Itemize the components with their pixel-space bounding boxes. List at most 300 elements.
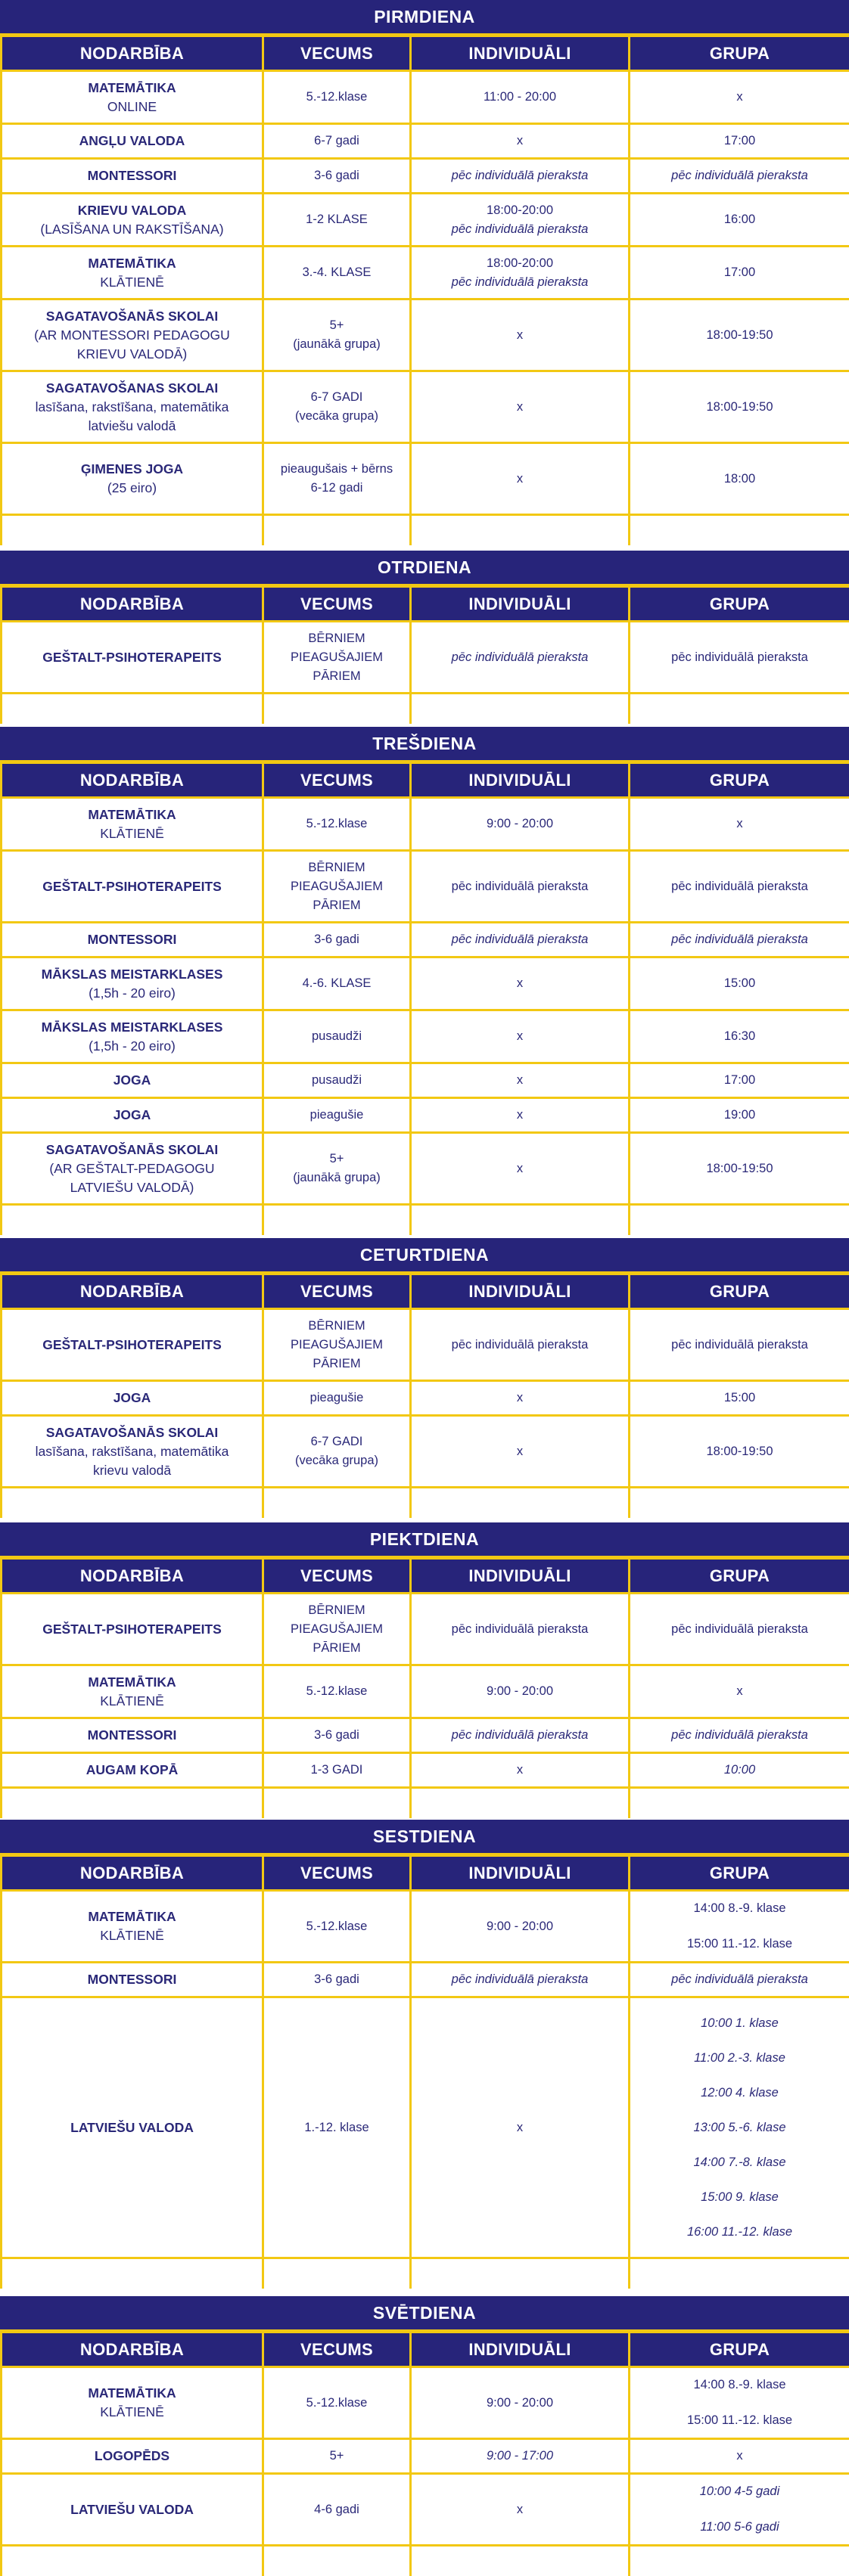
group-value: pēc individuālā pieraksta xyxy=(635,166,844,185)
age-cell xyxy=(263,247,411,299)
age-value: 1-2 KLASE xyxy=(269,210,405,229)
age-cell xyxy=(263,299,411,371)
table-row xyxy=(2,1665,849,1718)
activity-note: (LASĪŠANA UN RAKSTĪŠANA) xyxy=(7,220,257,239)
spacer-cell xyxy=(2,2258,263,2289)
col-header-individual: INDIVIDUĀLI xyxy=(411,1856,630,1891)
age-value: PĀRIEM xyxy=(269,896,405,915)
spacer-cell xyxy=(411,694,630,724)
group-cell xyxy=(630,1963,849,1997)
individual-value: x xyxy=(416,132,624,151)
individual-cell xyxy=(411,2439,630,2474)
age-cell xyxy=(263,124,411,159)
spacer-row xyxy=(2,1488,849,1518)
individual-value: pēc individuālā pieraksta xyxy=(416,648,624,667)
individual-cell xyxy=(411,2367,630,2439)
group-value: x xyxy=(635,2447,844,2466)
individual-cell xyxy=(411,1010,630,1063)
age-cell xyxy=(263,1309,411,1381)
individual-value: 11:00 - 20:00 xyxy=(416,88,624,107)
age-cell xyxy=(263,1963,411,1997)
age-value: PIEAGUŠAJIEM xyxy=(269,648,405,667)
age-cell xyxy=(263,1416,411,1488)
group-value: pēc individuālā pieraksta xyxy=(635,1336,844,1355)
individual-value: pēc individuālā pieraksta xyxy=(416,1336,624,1355)
individual-cell xyxy=(411,2474,630,2546)
group-cell xyxy=(630,1891,849,1963)
activity-cell xyxy=(2,247,263,299)
group-value: 18:00 xyxy=(635,470,844,489)
activity-name: LOGOPĒDS xyxy=(7,2447,257,2466)
col-header-group: GRUPA xyxy=(630,1559,849,1594)
group-cell xyxy=(630,1997,849,2258)
age-value: 4.-6. KLASE xyxy=(269,974,405,993)
individual-cell xyxy=(411,299,630,371)
table-row xyxy=(2,1133,849,1205)
spacer-cell xyxy=(411,1788,630,1818)
age-cell xyxy=(263,923,411,957)
activity-cell xyxy=(2,159,263,194)
age-value: BĒRNIEM xyxy=(269,1601,405,1620)
age-cell xyxy=(263,1891,411,1963)
table-row xyxy=(2,2367,849,2439)
table-row xyxy=(2,1010,849,1063)
activity-cell xyxy=(2,1997,263,2258)
col-header-group: GRUPA xyxy=(630,1274,849,1309)
age-value: 5.-12.klase xyxy=(269,88,405,107)
individual-value: pēc individuālā pieraksta xyxy=(416,166,624,185)
group-cell xyxy=(630,1010,849,1063)
table-row xyxy=(2,371,849,443)
col-header-individual: INDIVIDUĀLI xyxy=(411,763,630,798)
age-value: PĀRIEM xyxy=(269,1639,405,1658)
col-header-group: GRUPA xyxy=(630,763,849,798)
table-row xyxy=(2,124,849,159)
group-cell xyxy=(630,159,849,194)
day-title: PIRMDIENA xyxy=(0,0,849,35)
group-value: pēc individuālā pieraksta xyxy=(635,1620,844,1639)
age-cell xyxy=(263,1753,411,1788)
individual-cell xyxy=(411,1665,630,1718)
age-value: 3.-4. KLASE xyxy=(269,263,405,282)
activity-cell xyxy=(2,71,263,124)
group-value: 17:00 xyxy=(635,132,844,151)
group-value: x xyxy=(635,88,844,107)
individual-cell xyxy=(411,443,630,515)
col-header-activity: NODARBĪBA xyxy=(2,587,263,622)
table-row xyxy=(2,71,849,124)
group-value: 16:00 xyxy=(635,210,844,229)
activity-name: MONTESSORI xyxy=(7,166,257,185)
group-value: 15:00 9. klase xyxy=(635,2188,844,2207)
day-title: CETURTDIENA xyxy=(0,1238,849,1273)
schedule-table xyxy=(0,1273,849,1518)
activity-cell xyxy=(2,1098,263,1133)
individual-value: x xyxy=(416,470,624,489)
group-value: 17:00 xyxy=(635,263,844,282)
group-cell xyxy=(630,1718,849,1753)
individual-cell xyxy=(411,1381,630,1416)
age-value: PĀRIEM xyxy=(269,1355,405,1373)
age-value: 5+ xyxy=(269,1150,405,1169)
spacer-cell xyxy=(630,1205,849,1235)
activity-name: MATEMĀTIKA xyxy=(7,79,257,98)
activity-cell xyxy=(2,1063,263,1098)
table-row xyxy=(2,622,849,694)
col-header-age: VECUMS xyxy=(263,1274,411,1309)
age-value: 5+ xyxy=(269,316,405,335)
table-row xyxy=(2,159,849,194)
age-value: 5.-12.klase xyxy=(269,1682,405,1701)
day-title: TREŠDIENA xyxy=(0,727,849,762)
age-value: 5+ xyxy=(269,2447,405,2466)
age-cell xyxy=(263,2474,411,2546)
individual-cell xyxy=(411,957,630,1010)
activity-note: KLĀTIENĒ xyxy=(7,1926,257,1945)
activity-note: latviešu valodā xyxy=(7,417,257,436)
age-cell xyxy=(263,1098,411,1133)
activity-name: ĢIMENES JOGA xyxy=(7,460,257,479)
age-value: BĒRNIEM xyxy=(269,1317,405,1336)
group-value: 15:00 xyxy=(635,1389,844,1407)
schedule-table xyxy=(0,2331,849,2576)
spacer-cell xyxy=(411,2546,630,2576)
activity-name: ANGĻU VALODA xyxy=(7,132,257,151)
spacer-row xyxy=(2,515,849,545)
individual-cell xyxy=(411,124,630,159)
individual-cell xyxy=(411,923,630,957)
col-header-individual: INDIVIDUĀLI xyxy=(411,36,630,71)
table-row xyxy=(2,194,849,247)
individual-value: x xyxy=(416,1159,624,1178)
individual-value: x xyxy=(416,326,624,345)
day-title: PIEKTDIENA xyxy=(0,1522,849,1557)
activity-name: MONTESSORI xyxy=(7,1726,257,1745)
age-value: 3-6 gadi xyxy=(269,1726,405,1745)
activity-note: LATVIEŠU VALODĀ) xyxy=(7,1178,257,1197)
activity-name: JOGA xyxy=(7,1106,257,1125)
group-cell xyxy=(630,1753,849,1788)
spacer-row xyxy=(2,1205,849,1235)
activity-note: KLĀTIENĒ xyxy=(7,1692,257,1711)
activity-name: LATVIEŠU VALODA xyxy=(7,2118,257,2137)
activity-cell xyxy=(2,1381,263,1416)
col-header-individual: INDIVIDUĀLI xyxy=(411,1559,630,1594)
col-header-group: GRUPA xyxy=(630,1856,849,1891)
col-header-group: GRUPA xyxy=(630,2332,849,2367)
header-row xyxy=(2,587,849,622)
activity-cell xyxy=(2,851,263,923)
group-value: pēc individuālā pieraksta xyxy=(635,930,844,949)
spacer-cell xyxy=(263,694,411,724)
activity-cell xyxy=(2,124,263,159)
activity-note: (AR MONTESSORI PEDAGOGU xyxy=(7,326,257,345)
age-cell xyxy=(263,798,411,851)
table-row xyxy=(2,1718,849,1753)
activity-cell xyxy=(2,1718,263,1753)
group-cell xyxy=(630,1416,849,1488)
activity-name: SAGATAVOŠANĀS SKOLAI xyxy=(7,1423,257,1442)
activity-note: ONLINE xyxy=(7,98,257,116)
activity-name: MATEMĀTIKA xyxy=(7,1673,257,1692)
activity-cell xyxy=(2,2439,263,2474)
individual-cell xyxy=(411,1063,630,1098)
activity-note: (AR GEŠTALT-PEDAGOGU xyxy=(7,1159,257,1178)
individual-cell xyxy=(411,1309,630,1381)
age-value: 6-7 GADI xyxy=(269,1432,405,1451)
age-cell xyxy=(263,1381,411,1416)
individual-value: 9:00 - 20:00 xyxy=(416,1682,624,1701)
table-row xyxy=(2,798,849,851)
age-value: 6-7 gadi xyxy=(269,132,405,151)
individual-cell xyxy=(411,71,630,124)
activity-cell xyxy=(2,194,263,247)
group-value: 15:00 11.-12. klase xyxy=(635,2411,844,2430)
activity-note: krievu valodā xyxy=(7,1461,257,1480)
col-header-activity: NODARBĪBA xyxy=(2,2332,263,2367)
individual-value: pēc individuālā pieraksta xyxy=(416,1970,624,1989)
activity-name: KRIEVU VALODA xyxy=(7,201,257,220)
activity-cell xyxy=(2,923,263,957)
individual-cell xyxy=(411,1753,630,1788)
activity-note: KRIEVU VALODĀ) xyxy=(7,345,257,364)
activity-name: MATEMĀTIKA xyxy=(7,254,257,273)
activity-name: GEŠTALT-PSIHOTERAPEITS xyxy=(7,877,257,896)
activity-name: GEŠTALT-PSIHOTERAPEITS xyxy=(7,1336,257,1355)
col-header-age: VECUMS xyxy=(263,36,411,71)
table-row xyxy=(2,851,849,923)
group-value: pēc individuālā pieraksta xyxy=(635,877,844,896)
table-row xyxy=(2,1416,849,1488)
activity-cell xyxy=(2,1416,263,1488)
spacer-cell xyxy=(263,2258,411,2289)
spacer-cell xyxy=(2,2546,263,2576)
spacer-cell xyxy=(2,1205,263,1235)
individual-value: pēc individuālā pieraksta xyxy=(416,1620,624,1639)
group-value: 14:00 8.-9. klase xyxy=(635,2376,844,2394)
group-cell xyxy=(630,194,849,247)
individual-cell xyxy=(411,1416,630,1488)
individual-value: 18:00-20:00 xyxy=(416,254,624,273)
col-header-activity: NODARBĪBA xyxy=(2,36,263,71)
col-header-age: VECUMS xyxy=(263,2332,411,2367)
activity-name: GEŠTALT-PSIHOTERAPEITS xyxy=(7,1620,257,1639)
table-row xyxy=(2,1963,849,1997)
group-value: 13:00 5.-6. klase xyxy=(635,2118,844,2137)
group-value: 17:00 xyxy=(635,1071,844,1090)
age-cell xyxy=(263,1063,411,1098)
activity-name: MONTESSORI xyxy=(7,1970,257,1989)
spacer-cell xyxy=(630,2546,849,2576)
age-value: 1.-12. klase xyxy=(269,2118,405,2137)
activity-name: SAGATAVOŠANAS SKOLAI xyxy=(7,379,257,398)
activity-cell xyxy=(2,371,263,443)
col-header-age: VECUMS xyxy=(263,587,411,622)
spacer-cell xyxy=(411,515,630,545)
group-cell xyxy=(630,1133,849,1205)
individual-cell xyxy=(411,159,630,194)
group-value: 12:00 4. klase xyxy=(635,2084,844,2103)
col-header-age: VECUMS xyxy=(263,763,411,798)
header-row xyxy=(2,1274,849,1309)
individual-cell xyxy=(411,851,630,923)
activity-cell xyxy=(2,1309,263,1381)
spacer-row xyxy=(2,2546,849,2576)
activity-note: lasīšana, rakstīšana, matemātika xyxy=(7,398,257,417)
group-value: 11:00 2.-3. klase xyxy=(635,2049,844,2068)
activity-name: SAGATAVOŠANĀS SKOLAI xyxy=(7,1141,257,1159)
activity-name: LATVIEŠU VALODA xyxy=(7,2500,257,2519)
group-value: 18:00-19:50 xyxy=(635,398,844,417)
group-cell xyxy=(630,2474,849,2546)
spacer-cell xyxy=(630,515,849,545)
age-value: PĀRIEM xyxy=(269,667,405,686)
table-row xyxy=(2,957,849,1010)
table-row xyxy=(2,247,849,299)
age-value: PIEAGUŠAJIEM xyxy=(269,877,405,896)
spacer-cell xyxy=(630,1488,849,1518)
spacer-cell xyxy=(263,1488,411,1518)
activity-cell xyxy=(2,1594,263,1665)
activity-cell xyxy=(2,622,263,694)
group-value: 15:00 11.-12. klase xyxy=(635,1935,844,1954)
individual-cell xyxy=(411,798,630,851)
col-header-activity: NODARBĪBA xyxy=(2,1856,263,1891)
activity-cell xyxy=(2,443,263,515)
group-cell xyxy=(630,957,849,1010)
day-title: SESTDIENA xyxy=(0,1820,849,1854)
individual-cell xyxy=(411,1133,630,1205)
activity-cell xyxy=(2,1010,263,1063)
spacer-row xyxy=(2,694,849,724)
activity-name: MĀKSLAS MEISTARKLASES xyxy=(7,1018,257,1037)
table-row xyxy=(2,1381,849,1416)
group-value: 10:00 4-5 gadi xyxy=(635,2482,844,2501)
group-cell xyxy=(630,124,849,159)
age-value: 5.-12.klase xyxy=(269,2394,405,2413)
individual-cell xyxy=(411,194,630,247)
col-header-group: GRUPA xyxy=(630,587,849,622)
age-cell xyxy=(263,851,411,923)
individual-value: x xyxy=(416,1106,624,1125)
age-value: 6-7 GADI xyxy=(269,388,405,407)
header-row xyxy=(2,1559,849,1594)
individual-value: pēc individuālā pieraksta xyxy=(416,220,624,239)
spacer-cell xyxy=(630,2258,849,2289)
age-value: (vecāka grupa) xyxy=(269,407,405,426)
individual-value: pēc individuālā pieraksta xyxy=(416,1726,624,1745)
spacer-row xyxy=(2,1788,849,1818)
activity-name: MĀKSLAS MEISTARKLASES xyxy=(7,965,257,984)
group-cell xyxy=(630,371,849,443)
individual-cell xyxy=(411,1718,630,1753)
age-value: 5.-12.klase xyxy=(269,815,405,833)
col-header-activity: NODARBĪBA xyxy=(2,1559,263,1594)
activity-note: (1,5h - 20 eiro) xyxy=(7,1037,257,1056)
activity-cell xyxy=(2,299,263,371)
group-value: 14:00 8.-9. klase xyxy=(635,1899,844,1918)
table-row xyxy=(2,2474,849,2546)
table-row xyxy=(2,299,849,371)
header-row xyxy=(2,763,849,798)
table-row xyxy=(2,1594,849,1665)
group-value: 11:00 5-6 gadi xyxy=(635,2518,844,2537)
age-value: pusaudži xyxy=(269,1027,405,1046)
col-header-group: GRUPA xyxy=(630,36,849,71)
age-value: pieaugušais + bērns xyxy=(269,460,405,479)
table-row xyxy=(2,1997,849,2258)
activity-name: AUGAM KOPĀ xyxy=(7,1761,257,1780)
age-cell xyxy=(263,1997,411,2258)
age-value: 3-6 gadi xyxy=(269,166,405,185)
activity-note: (1,5h - 20 eiro) xyxy=(7,984,257,1003)
age-cell xyxy=(263,1665,411,1718)
age-value: PIEAGUŠAJIEM xyxy=(269,1620,405,1639)
individual-value: 9:00 - 20:00 xyxy=(416,815,624,833)
activity-cell xyxy=(2,2367,263,2439)
activity-name: GEŠTALT-PSIHOTERAPEITS xyxy=(7,648,257,667)
age-value: 4-6 gadi xyxy=(269,2500,405,2519)
individual-value: 18:00-20:00 xyxy=(416,201,624,220)
group-cell xyxy=(630,1665,849,1718)
table-row xyxy=(2,1063,849,1098)
individual-value: 9:00 - 20:00 xyxy=(416,2394,624,2413)
group-value: 18:00-19:50 xyxy=(635,1159,844,1178)
individual-value: x xyxy=(416,1071,624,1090)
spacer-cell xyxy=(2,694,263,724)
individual-cell xyxy=(411,622,630,694)
age-value: pieagušie xyxy=(269,1389,405,1407)
age-value: 5.-12.klase xyxy=(269,1917,405,1936)
day-title: SVĒTDIENA xyxy=(0,2296,849,2331)
age-cell xyxy=(263,957,411,1010)
individual-value: x xyxy=(416,1761,624,1780)
day-title: OTRDIENA xyxy=(0,551,849,585)
individual-value: x xyxy=(416,398,624,417)
activity-cell xyxy=(2,1665,263,1718)
age-cell xyxy=(263,194,411,247)
age-cell xyxy=(263,2439,411,2474)
group-value: 16:00 11.-12. klase xyxy=(635,2223,844,2242)
group-value: pēc individuālā pieraksta xyxy=(635,1726,844,1745)
group-value: 15:00 xyxy=(635,974,844,993)
group-cell xyxy=(630,443,849,515)
individual-cell xyxy=(411,1997,630,2258)
individual-value: pēc individuālā pieraksta xyxy=(416,877,624,896)
activity-name: JOGA xyxy=(7,1071,257,1090)
schedule-table xyxy=(0,762,849,1235)
group-cell xyxy=(630,247,849,299)
table-row xyxy=(2,1891,849,1963)
col-header-activity: NODARBĪBA xyxy=(2,1274,263,1309)
group-cell xyxy=(630,851,849,923)
age-cell xyxy=(263,1718,411,1753)
group-cell xyxy=(630,923,849,957)
individual-cell xyxy=(411,1594,630,1665)
schedule-table xyxy=(0,35,849,545)
individual-value: 9:00 - 17:00 xyxy=(416,2447,624,2466)
group-value: 16:30 xyxy=(635,1027,844,1046)
schedule-table xyxy=(0,1854,849,2289)
age-value: 6-12 gadi xyxy=(269,479,405,498)
activity-note: lasīšana, rakstīšana, matemātika xyxy=(7,1442,257,1461)
group-cell xyxy=(630,2439,849,2474)
col-header-individual: INDIVIDUĀLI xyxy=(411,2332,630,2367)
age-value: PIEAGUŠAJIEM xyxy=(269,1336,405,1355)
age-cell xyxy=(263,1133,411,1205)
age-value: 3-6 gadi xyxy=(269,1970,405,1989)
spacer-cell xyxy=(263,1205,411,1235)
